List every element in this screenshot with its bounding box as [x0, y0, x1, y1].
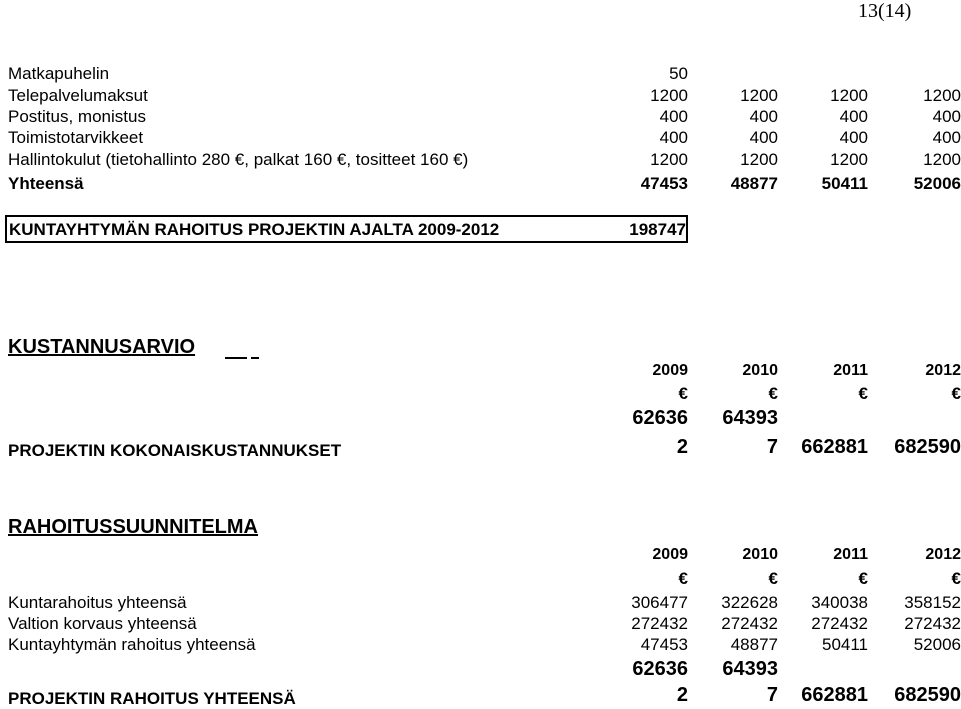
budget-value: 400: [659, 107, 688, 126]
year-header: 2009: [652, 546, 688, 563]
year-header: 2012: [925, 362, 961, 379]
funding-value: 306477: [631, 593, 688, 612]
budget-value: 400: [932, 107, 961, 126]
heading-underline-extension: [225, 357, 247, 359]
municipal-funding-label: KUNTAYHTYMÄN RAHOITUS PROJEKTIN AJALTA 2009-2012: [9, 220, 500, 239]
budget-line-label: Hallintokulut (tietohallinto 280 €, palkat 160 €, tositteet 160 €): [8, 150, 469, 169]
year-header: 2011: [833, 362, 868, 379]
budget-value: 400: [839, 107, 868, 126]
currency-symbol: €: [951, 384, 961, 403]
cost-value-bottom: 7: [766, 436, 778, 458]
page-number: 13(14): [858, 0, 912, 22]
budget-value: 50: [669, 64, 688, 83]
currency-symbol: €: [951, 569, 961, 588]
funding-value: 48877: [730, 635, 778, 654]
funding-total-top: 64393: [722, 658, 778, 680]
funding-value: 50411: [821, 635, 868, 654]
funding-value: 272432: [721, 614, 778, 633]
funding-value: 47453: [640, 635, 688, 654]
total-value: 52006: [913, 174, 961, 193]
cost-estimate-heading: KUSTANNUSARVIO: [8, 336, 196, 358]
budget-value: 400: [839, 128, 868, 147]
year-header: 2010: [742, 546, 778, 563]
heading-underline-extension: [251, 357, 259, 359]
funding-total-bottom: 682590: [894, 684, 961, 706]
budget-value: 400: [749, 128, 778, 147]
currency-symbol: €: [768, 384, 778, 403]
funding-plan-heading: RAHOITUSSUUNNITELMA: [8, 516, 258, 538]
funding-total-bottom: 7: [766, 684, 778, 706]
funding-value: 340038: [811, 593, 868, 612]
cost-value-bottom: 2: [676, 436, 688, 458]
budget-line-label: Matkapuhelin: [8, 64, 110, 83]
currency-symbol: €: [678, 384, 688, 403]
currency-symbol: €: [768, 569, 778, 588]
cost-value-bottom: 662881: [801, 436, 868, 458]
total-costs-label: PROJEKTIN KOKONAISKUSTANNUKSET: [8, 441, 342, 460]
budget-line-label: Postitus, monistus: [8, 107, 146, 126]
funding-row-label: Valtion korvaus yhteensä: [8, 614, 197, 633]
budget-value: 1200: [650, 150, 688, 169]
funding-total-label: PROJEKTIN RAHOITUS YHTEENSÄ: [8, 689, 296, 708]
budget-value: 1200: [740, 150, 778, 169]
funding-value: 52006: [913, 635, 961, 654]
budget-value: 1200: [830, 150, 868, 169]
municipal-funding-value: 198747: [629, 220, 686, 239]
year-header: 2009: [652, 362, 688, 379]
funding-value: 272432: [904, 614, 961, 633]
currency-symbol: €: [858, 384, 868, 403]
budget-value: 1200: [740, 86, 778, 105]
year-header: 2010: [742, 362, 778, 379]
funding-row-label: Kuntarahoitus yhteensä: [8, 593, 187, 612]
budget-value: 400: [932, 128, 961, 147]
total-value: 47453: [640, 174, 688, 193]
total-label: Yhteensä: [8, 174, 84, 193]
total-value: 50411: [821, 174, 868, 193]
budget-value: 1200: [923, 86, 961, 105]
funding-value: 358152: [904, 593, 961, 612]
budget-line-label: Telepalvelumaksut: [8, 86, 148, 105]
funding-total-top: 62636: [632, 658, 688, 680]
budget-value: 1200: [830, 86, 868, 105]
cost-value-top: 62636: [632, 407, 688, 429]
budget-value: 1200: [923, 150, 961, 169]
total-value: 48877: [730, 174, 778, 193]
funding-total-bottom: 662881: [801, 684, 868, 706]
year-header: 2012: [925, 546, 961, 563]
currency-symbol: €: [858, 569, 868, 588]
funding-row-label: Kuntayhtymän rahoitus yhteensä: [8, 635, 256, 654]
funding-value: 322628: [721, 593, 778, 612]
year-header: 2011: [833, 546, 868, 563]
currency-symbol: €: [678, 569, 688, 588]
funding-value: 272432: [631, 614, 688, 633]
budget-value: 400: [659, 128, 688, 147]
budget-line-label: Toimistotarvikkeet: [8, 128, 144, 147]
cost-value-top: 64393: [722, 407, 778, 429]
funding-value: 272432: [811, 614, 868, 633]
budget-value: 400: [749, 107, 778, 126]
funding-total-bottom: 2: [676, 684, 688, 706]
budget-value: 1200: [650, 86, 688, 105]
cost-value-bottom: 682590: [894, 436, 961, 458]
